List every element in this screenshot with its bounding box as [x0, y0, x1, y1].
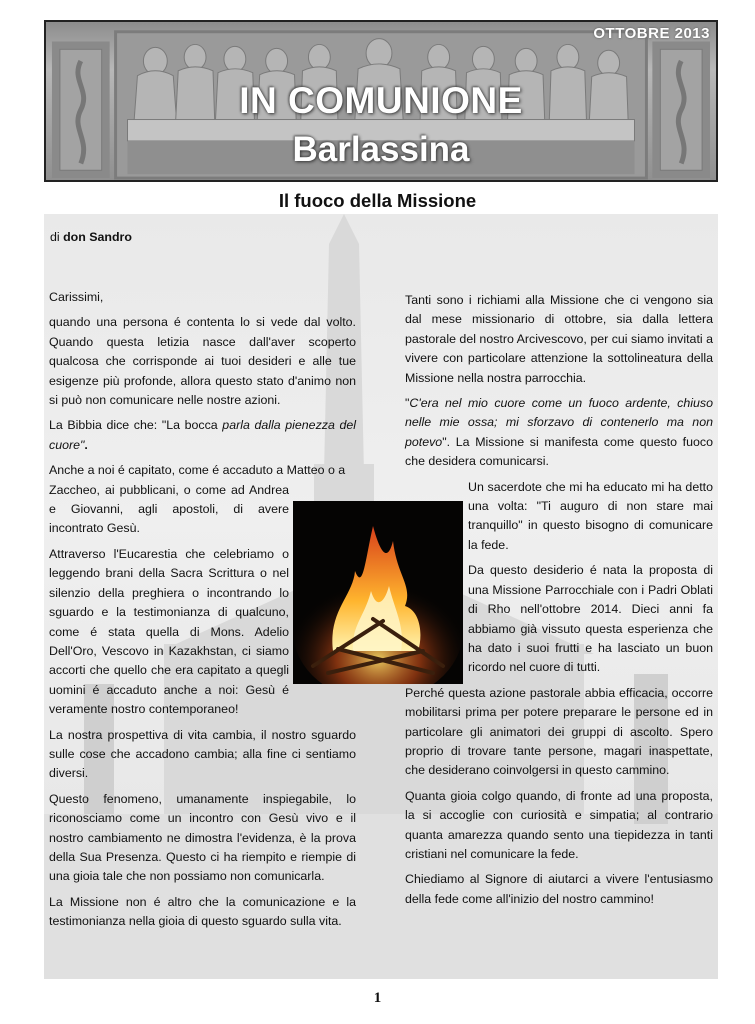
paragraph: Tanti sono i richiami alla Missione che ci vengono sia dal mese missionario di ottobre, sia dalla lettera pastorale del nostro Arcivescovo, per cui siamo invitati a vivere con particolare attenzione la sottolineatura della Missione nella nostra parrocchia. — [405, 293, 713, 385]
bonfire-image — [293, 501, 463, 684]
paragraph: quando una persona é contenta lo si vede dal volto. Quando questa letizia nasce dall'aver scoperto qualcosa che corrisponde ai tuoi desideri e alle tue esigenze più profonde, allora questo stato d'animo non si può non comunicare nelle nostre azioni. — [49, 315, 356, 408]
masthead — [44, 20, 718, 182]
text-run: Anche a noi é capitato, come é accaduto a Matteo o a — [49, 463, 346, 478]
issue-date: OTTOBRE 2013 — [593, 25, 710, 42]
bible-quote: parla dalla pienezza del cuore" — [49, 418, 356, 452]
text-run: . — [84, 437, 88, 452]
paragraph — [405, 394, 713, 472]
text-run: La Bibbia dice che: "La bocca — [49, 418, 223, 433]
byline-prefix: di — [50, 230, 64, 244]
text-run: Zaccheo, ai pubblicani, o come ad Andrea e Giovanni, agli apostoli, di avere incontrato Gesù. — [49, 482, 289, 536]
paragraph: Perché questa azione pastorale abbia efficacia, occorre mobilitarsi prima per potere preparare le persone ed in particolare gli animatori dei gruppi di ascolto. Spero proprio di trovare tante persone, magari inaspettate, che desiderano coinvolgersi in questo cammino. — [405, 685, 713, 778]
paragraph: Chiediamo al Signore di aiutarci a vivere l'entusiasmo della fede come all'inizio del nostro cammino! — [405, 872, 713, 906]
paragraph: Un sacerdote che mi ha educato mi ha detto una volta: "Ti auguro di non stare mai tranquillo" in questo bisogno di comunicare la fede. — [468, 479, 713, 552]
masthead-subtitle: Barlassina — [292, 130, 470, 169]
paragraph: La nostra prospettiva di vita cambia, il nostro sguardo sulle cose che accadono cambia; alla fine ci sentiamo diversi. — [49, 727, 356, 781]
article-title: Il fuoco della Missione — [278, 190, 477, 211]
salutation: Carissimi, — [49, 290, 104, 304]
paragraph: Attraverso l'Eucarestia che celebriamo o leggendo brani della Sacra Scrittura o nel silenzio della preghiera o incontrando lo sguardo e la testimonianza di qualcuno, come é stata quella di Mons. Adelio Dell'Oro, Vescovo in Kazakhstan, ci siamo accorti che quello che era capitato a quegli uomini é accaduto anche a noi: Gesù é veramente nostro contemporaneo! — [49, 546, 289, 717]
byline-author: don Sandro — [63, 230, 132, 244]
paragraph: Questo fenomeno, umanamente inspiegabile, lo riconosciamo come un incontro con Gesù vivo e il nostro cambiamento ne dimostra l'evidenza, è la prova della Sua Presenza. Questo ci ha riempito e riempie di una gioia tale che non possiamo non comunicarla. — [49, 791, 356, 884]
paragraph: Quanta gioia colgo quando, di fronte ad una proposta, la si accoglie con curiosità e simpatia; al contrario quanta amarezza quando sento una tiepidezza in tanti cristiani nel comunicare la fede. — [405, 788, 713, 861]
masthead-title: IN COMUNIONE — [239, 80, 523, 121]
text-run: ". La Missione si manifesta come questo fuoco che desidera comunicarsi. — [405, 434, 713, 469]
paragraph — [49, 416, 356, 455]
scripture-quote: C'era nel mio cuore come un fuoco ardente, chiuso nelle mie ossa; mi sforzavo di contenerlo ma non potevo — [405, 396, 713, 449]
page-number: 1 — [373, 990, 382, 1006]
paragraph: La Missione non é altro che la comunicazione e la testimonianza nella gioia di questo sguardo sulla vita. — [49, 894, 356, 929]
text-run: " — [405, 396, 410, 411]
paragraph: Da questo desiderio é nata la proposta di una Missione Parrocchiale con i Padri Oblati di Rho nell'ottobre 2014. Dieci anni fa abbiamo già vissuto questa esperienza che ha dato i suoi frutti e ha lasciato un buon ricordo nel cuore di tutti. — [468, 563, 713, 675]
byline — [50, 230, 132, 244]
